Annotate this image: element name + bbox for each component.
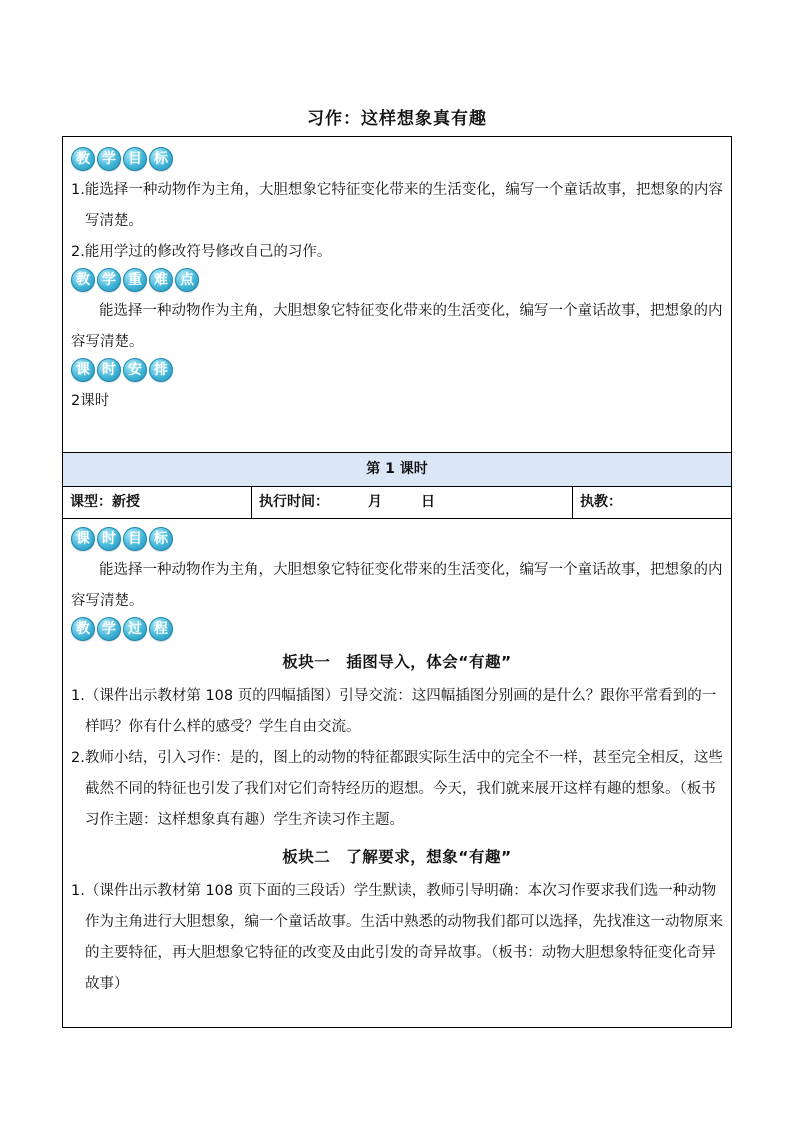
- keypoints-badge: [71, 268, 723, 292]
- badge-char: 排: [149, 358, 173, 382]
- badge-char: 教: [71, 617, 95, 641]
- badge-char: 目: [123, 527, 147, 551]
- badge-char: 教: [71, 147, 95, 171]
- keypoints-text: 能选择一种动物作为主角，大胆想象它特征变化带来的生活变化，编写一个童话故事，把想象的内容写清楚。: [71, 303, 723, 350]
- block1-item: 1.（课件出示教材第 108 页的四幅插图）引导交流：这四幅插图分别画的是什么？跟你平常看到的一样吗？你有什么样的感受？学生自由交流。: [71, 688, 717, 735]
- badge-char: 点: [175, 268, 199, 292]
- meta-row: [63, 487, 731, 519]
- badge-char: 学: [97, 617, 121, 641]
- period-content-section: [63, 519, 731, 1027]
- period-objectives-text: 能选择一种动物作为主角，大胆想象它特征变化带来的生活变化，编写一个童话故事，把想象的内容写清楚。: [71, 562, 723, 609]
- overview-section: [63, 137, 731, 453]
- block1-heading: 板块一 插图导入，体会“有趣”: [282, 653, 512, 671]
- objectives-badge: [71, 147, 723, 171]
- lesson-type: 课型：新授: [70, 494, 140, 510]
- period-objectives-badge: [71, 527, 723, 551]
- badge-char: 过: [123, 617, 147, 641]
- badge-char: 学: [97, 268, 121, 292]
- badge-char: 程: [149, 617, 173, 641]
- badge-char: 学: [97, 147, 121, 171]
- teacher: 执教：: [572, 487, 731, 518]
- badge-char: 目: [123, 147, 147, 171]
- execution-time: 执行时间： 月 日: [251, 487, 572, 518]
- badge-char: 课: [71, 527, 95, 551]
- process-badge: [71, 617, 723, 641]
- document-title: 习作：这样想象真有趣: [307, 109, 487, 129]
- block2-item: 1.（课件出示教材第 108 页下面的三段话）学生默读，教师引导明确：本次习作要求我们选一种动物作为主角进行大胆想象，编一个童话故事。生活中熟悉的动物我们都可以选择，先找准这一动物原来的主要特征，再大胆想象它特征的改变及由此引发的奇异故事。（板书：动物大胆想象特征变化奇异故事）: [71, 883, 723, 992]
- badge-char: 难: [149, 268, 173, 292]
- period-header: 第 1 课时: [63, 453, 731, 487]
- badge-char: 教: [71, 268, 95, 292]
- objective-item: 1.能选择一种动物作为主角，大胆想象它特征变化带来的生活变化，编写一个童话故事，把想象的内容写清楚。: [71, 182, 723, 229]
- objective-item: 2.能用学过的修改符号修改自己的习作。: [71, 244, 332, 260]
- schedule-text: 2课时: [71, 393, 110, 409]
- badge-char: 课: [71, 358, 95, 382]
- badge-char: 安: [123, 358, 147, 382]
- schedule-badge: [71, 358, 723, 382]
- badge-char: 时: [97, 358, 121, 382]
- badge-char: 重: [123, 268, 147, 292]
- badge-char: 标: [149, 147, 173, 171]
- block2-heading: 板块二 了解要求，想象“有趣”: [282, 848, 512, 866]
- badge-char: 时: [97, 527, 121, 551]
- block1-item: 2.教师小结，引入习作：是的，图上的动物的特征都跟实际生活中的完全不一样，甚至完全相反，这些截然不同的特征也引发了我们对它们奇特经历的遐想。今天，我们就来展开这样有趣的想象。（板书习作主题：这样想象真有趣）学生齐读习作主题。: [71, 750, 723, 828]
- badge-char: 标: [149, 527, 173, 551]
- lesson-plan-table: [62, 136, 732, 1028]
